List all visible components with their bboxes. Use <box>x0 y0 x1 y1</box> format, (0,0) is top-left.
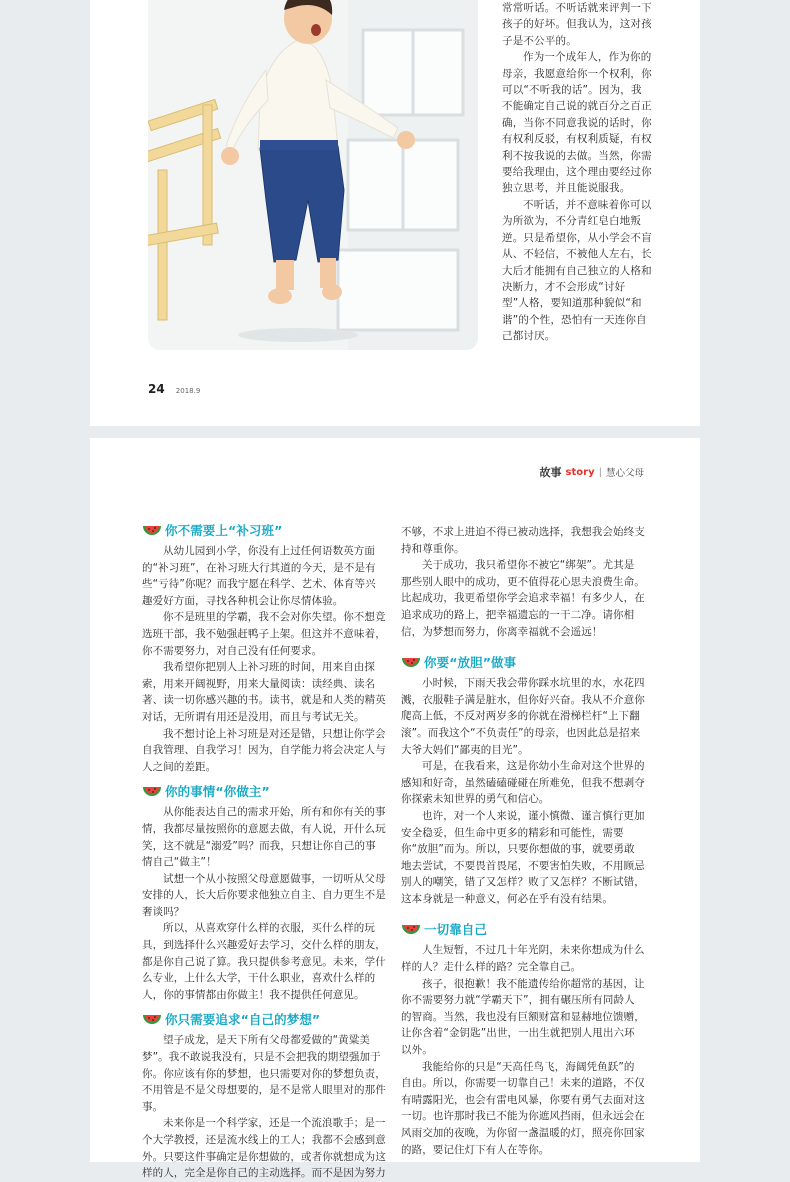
watermelon-slice-icon <box>142 1012 162 1029</box>
section-title: 一切靠自己 <box>424 922 488 938</box>
bottom-page <box>90 438 700 1180</box>
paragraph: 常常听话。不听话就来评判一下孩子的好坏。但我认为，这对孩子是不公平的。 <box>502 2 652 47</box>
header-separator: | <box>598 466 602 478</box>
top-article-text <box>502 0 652 345</box>
section-heading <box>401 921 645 939</box>
paragraph: 作为一个成年人，作为你的母亲，我愿意给你一个权利，你可以“不听我的话”。因为，我不能确定自己说的就百分之百正确，当你不同意我说的话时，你有权利反驳，有权利质疑，有权利不按我说的去做。当然，你需要给我理由，这个理由要经过你独立思考，并且能说服我。 <box>502 51 652 195</box>
page-number: 24 <box>148 382 165 396</box>
section-heading <box>401 654 645 672</box>
paragraph: 我能给你的只是“天高任鸟飞，海阔凭鱼跃”的自由。所以，你需要一切靠自己！未来的道路，不仅有晴露阳光，也会有雷电风暴，你要有勇气去面对这一切。也许那时我已不能为你遮风挡雨，但永远会在风雨交加的夜晚，为你留一盏温暖的灯，照亮你回家的路，要记住灯下有人在等你。 <box>401 1060 645 1156</box>
section-heading <box>142 1011 386 1029</box>
paragraph: 不听话，并不意味着你可以为所欲为，不分青红皂白地叛逆。只是希望你，从小学会不盲从、不轻信，不被他人左右，长大后才能拥有自己独立的人格和决断力，才不会形成“讨好型”人格，要知道那种貌似“和谐”的个性，恐怕有一天连你自己都讨厌。 <box>502 198 652 343</box>
watermelon-slice-icon <box>142 784 162 801</box>
left-column <box>142 522 386 1182</box>
column-name: 故事 <box>539 466 562 479</box>
paragraph: 孩子，很抱歉！我不能遗传给你超常的基因，让你不需要努力就“学霸天下”，拥有碾压所有同龄人的智商。当然，我也没有巨额财富和显赫地位馈赠，让你含着“金钥匙”出世，一出生就把别人甩出六环以外。 <box>401 977 645 1057</box>
section-heading <box>142 783 386 801</box>
jumping-boy-photo <box>148 0 478 350</box>
paragraph: 未来你是一个科学家，还是一个流浪歌手；是一个大学教授，还是流水线上的工人；我都不会感到意外。只要这件事确定是你想做的，或者你就想成为这样的人，完全是你自己的主动选择。而不是因为努力 <box>142 1117 386 1180</box>
section-title: 你要“放胆”做事 <box>424 655 517 671</box>
paragraph: 小时候，下雨天我会带你踩水坑里的水，水花四溅，衣服鞋子满是脏水，但你好兴奋。我从不介意你爬高上低，不反对两岁多的你就在滑梯栏杆“上下翻滚”。而我这个“不负责任”的母亲，也因此总是招来大爷大妈们“鄙夷的目光”。 <box>401 677 645 756</box>
section-title: 你只需要追求“自己的梦想” <box>165 1012 321 1028</box>
section-title: 你不需要上“补习班” <box>165 523 283 538</box>
paragraph: 试想一个从小按照父母意愿做事，一切听从父母安排的人，长大后你要求他独立自主、自力更生不是奢谈吗？ <box>142 872 386 918</box>
column-subtitle: 慧心父母 <box>605 468 644 479</box>
column-header <box>540 464 644 480</box>
paragraph: 可是，在我看来，这是你幼小生命对这个世界的感知和好奇，虽然磕磕碰碰在所难免，但我不想剥夺你探索未知世界的勇气和信心。 <box>401 760 645 806</box>
watermelon-slice-icon <box>401 655 421 672</box>
section-heading <box>142 522 386 540</box>
paragraph: 望子成龙，是天下所有父母都爱做的“黄粱美梦”。我不敢说我没有，只是不会把我的期望强加于你。你应该有你的梦想，也只需要对你的梦想负责，不用管是不是父母想要的，是不是常人眼里对的那件事。 <box>142 1034 386 1113</box>
paragraph: 也许，对一个人来说，谨小慎微、谨言慎行更加安全稳妥，但生命中更多的精彩和可能性，需要你“放胆”而为。所以，只要你想做的事，就要勇敢地去尝试，不要畏首畏尾，不要害怕失败，不用顾忌别人的嘲笑，错了又怎样？败了又怎样？不断试错，这本身就是一种意义，何必在乎有没有结果。 <box>401 809 645 905</box>
right-column <box>401 524 645 1158</box>
paragraph: 关于成功，我只希望你不被它“绑架”。尤其是那些别人眼中的成功，更不值得花心思夫浪费生命。比起成功，我更希望你学会追求幸福！有多少人，在追求成功的路上，把幸福遗忘的一干二净。请你相信，为梦想而努力，你离幸福就不会遥远！ <box>401 559 645 638</box>
issue-date: 2018.9 <box>175 387 201 395</box>
paragraph: 我希望你把别人上补习班的时间，用来自由探索，用来开阔视野，用来大量阅读：读经典、读名著、读一切你感兴趣的书。读书，就是和人类的精英对话，无所谓有用还是没用，而且与考试无关。 <box>142 661 386 723</box>
paragraph: 人生短暂，不过几十年光阴，未来你想成为什么样的人？走什么样的路？完全靠自己。 <box>401 944 645 974</box>
paragraph: 不够，不求上进迫不得已被动选择，我想我会始终支持和尊重你。 <box>401 526 645 555</box>
paragraph: 我不想讨论上补习班是对还是错，只想让你学会自我管理、自我学习！因为，自学能力将会决定人与人之间的差距。 <box>142 727 386 773</box>
page-folio <box>148 378 200 397</box>
paragraph: 所以，从喜欢穿什么样的衣服，买什么样的玩具，到选择什么兴趣爱好去学习，交什么样的朋友，都是你自己说了算。我只提供参考意见。未来，学什么专业，上什么大学，干什么职业，喜欢什么样的人，你的事情都由你做主！我不提供任何意见。 <box>142 922 386 1001</box>
column-name-en: story <box>565 466 595 478</box>
paragraph: 你不是班里的学霸，我不会对你失望。你不想竞选班干部，我不勉强赶鸭子上架。但这并不意味着，你不需要努力，对自己没有任何要求。 <box>142 611 386 657</box>
paragraph: 从幼儿园到小学，你没有上过任何语数英方面的“补习班”，在补习班大行其道的今天，是不是有些“亏待”你呢？而我宁愿在科学、艺术、体育等兴趣爱好方面，寻找各种机会让你尽情体验。 <box>142 545 376 607</box>
paragraph: 从你能表达自己的需求开始，所有和你有关的事情，我都尽量按照你的意愿去做，有人说，开什么玩笑，这不就是“溺爱”吗？而我，只想让你自己的事情自己“做主”！ <box>142 806 386 869</box>
watermelon-slice-icon <box>142 523 162 540</box>
section-title: 你的事情“你做主” <box>165 784 270 800</box>
watermelon-slice-icon <box>401 922 421 939</box>
top-page <box>90 0 700 426</box>
